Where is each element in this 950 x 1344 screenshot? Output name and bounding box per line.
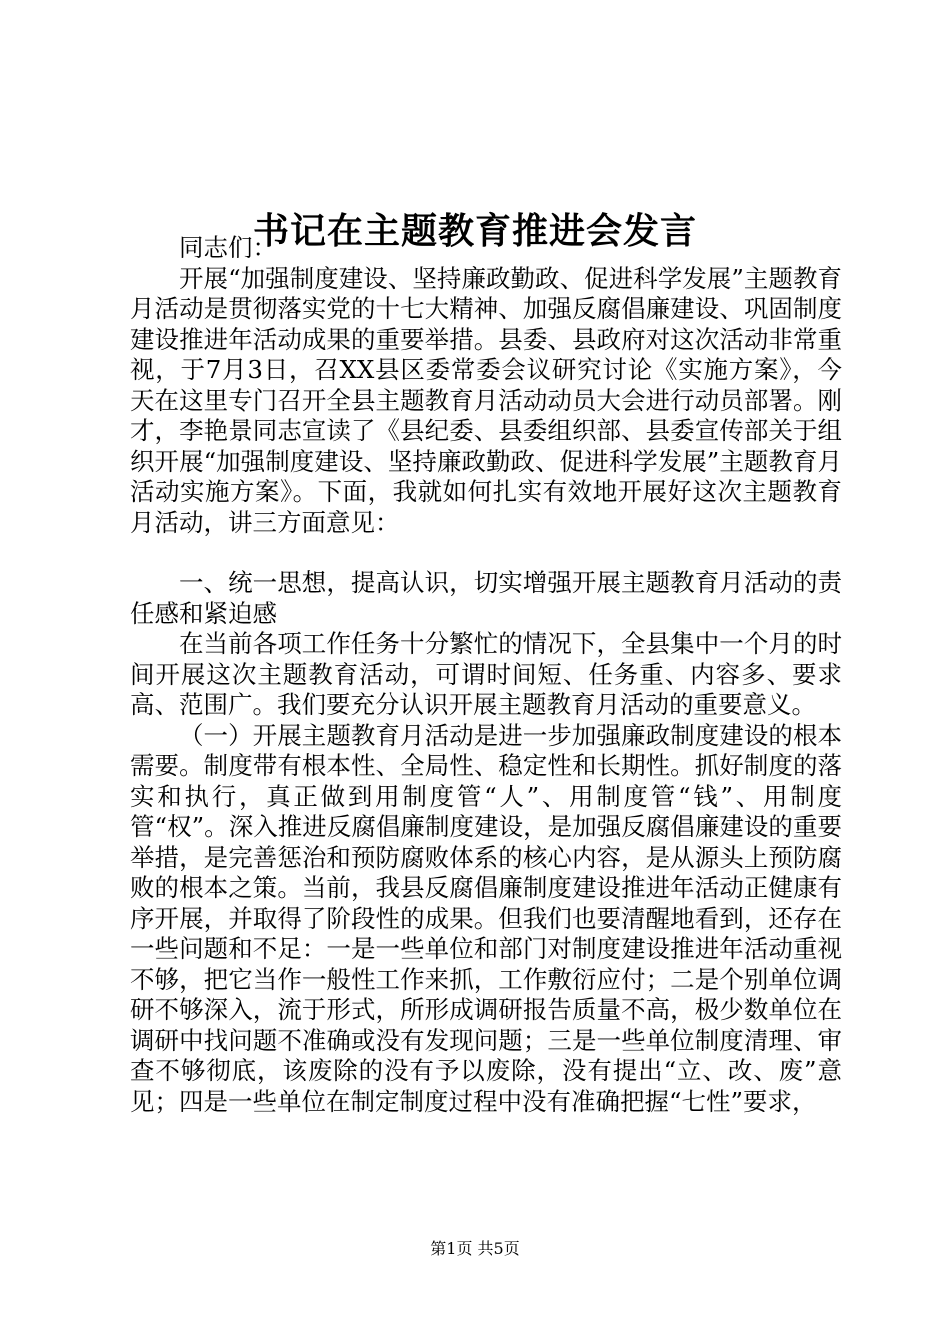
page-number: 第1页 共5页 bbox=[430, 1239, 520, 1258]
paragraph-context: 在当前各项工作任务十分繁忙的情况下，全县集中一个月的时间开展这次主题教育活动，可谓时间短、任务重、内容多、要求高、范围广。我们要充分认识开展主题教育月活动的重要意义。 bbox=[130, 629, 842, 719]
section-heading: 一、统一思想，提高认识，切实增强开展主题教育月活动的责任感和紧迫感 bbox=[130, 568, 842, 628]
document-body bbox=[130, 233, 842, 1117]
document-title: 书记在主题教育推进会发言 bbox=[252, 210, 697, 253]
salutation: 同志们： bbox=[179, 233, 277, 262]
paragraph-subsection-one: （一）开展主题教育月活动是进一步加强廉政制度建设的根本需要。制度带有根本性、全局性、稳定性和长期性。抓好制度的落实和执行，真正做到用制度管“人”、用制度管“钱”、用制度管“权”。深入推进反腐倡廉制度建设，是加强反腐倡廉建设的重要举措，是完善惩治和预防腐败体系的核心内容，是从源头上预防腐败的根本之策。当前，我县反腐倡廉制度建设推进年活动正健康有序开展，并取得了阶段性的成果。但我们也要清醒地看到，还存在一些问题和不足：一是一些单位和部门对制度建设推进年活动重视不够，把它当作一般性工作来抓，工作敷衍应付；二是个别单位调研不够深入，流于形式，所形成调研报告质量不高，极少数单位在调研中找问题不准确或没有发现问题；三是一些单位制度清理、审查不够彻底，该废除的没有予以废除，没有提出“立、改、废”意见；四是一些单位在制定制度过程中没有准确把握“七性”要求， bbox=[130, 720, 842, 1116]
paragraph-intro: 开展“加强制度建设、坚持廉政勤政、促进科学发展”主题教育月活动是贯彻落实党的十七大精神、加强反腐倡廉建设、巩固制度建设推进年活动成果的重要举措。县委、县政府对这次活动非常重视，于7月3日，召XX县区委常委会议研究讨论《实施方案》，今天在这里专门召开全县主题教育月活动动员大会进行动员部署。刚才，李艳景同志宣读了《县纪委、县委组织部、县委宣传部关于组织开展“加强制度建设、坚持廉政勤政、促进科学发展”主题教育月活动实施方案》。下面，我就如何扎实有效地开展好这次主题教育月活动，讲三方面意见： bbox=[130, 263, 842, 537]
